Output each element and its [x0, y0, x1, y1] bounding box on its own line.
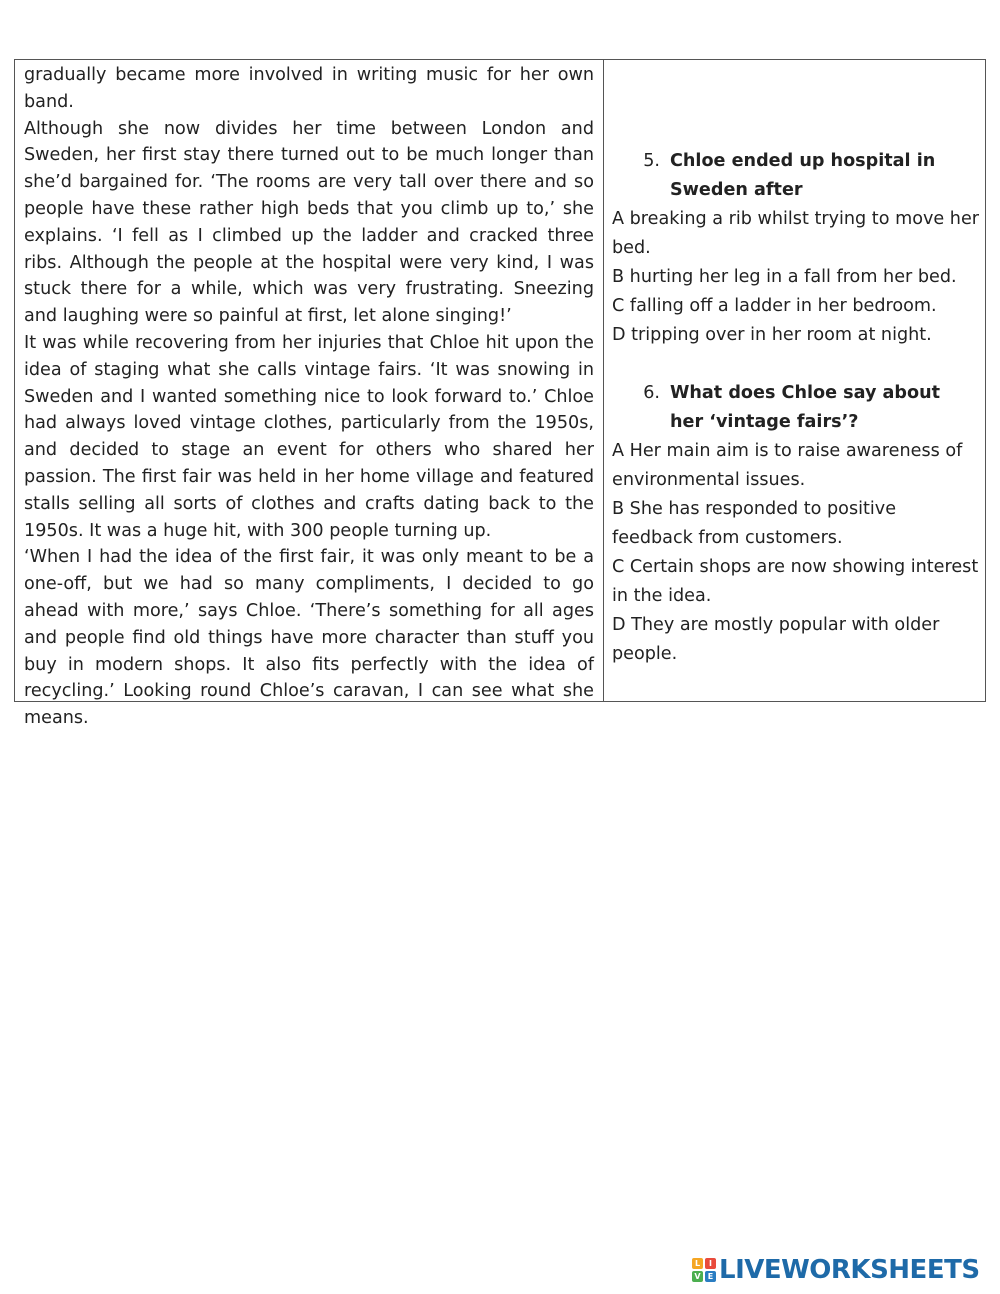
question-number: 5.: [643, 151, 660, 171]
question-text: Chloe ended up hospital in Sweden after: [670, 151, 936, 200]
answer-option-a[interactable]: A breaking a rib whilst trying to move her bed.: [612, 209, 980, 258]
question-number: 6.: [643, 383, 660, 403]
question-text: What does Chloe say about her ‘vintage fairs’?: [670, 383, 941, 432]
questions-column: [604, 60, 985, 701]
passage-paragraph: ‘When I had the idea of the first fair, it was only meant to be a one-off, but we had so many compliments, I decided to go ahead with more,’ says Chloe. ‘There’s something for all ages and people find old things have more character than stuff you buy in modern shops. It also fits perfectly with the idea of recycling.’ Looking round Chloe’s caravan, I can see what she means.: [24, 547, 594, 729]
answer-option-c[interactable]: C falling off a ladder in her bedroom.: [612, 296, 937, 316]
answer-option-a[interactable]: A Her main aim is to raise awareness of environmental issues.: [612, 441, 963, 490]
question-title: [612, 147, 979, 205]
worksheet-table: [14, 59, 986, 729]
answer-option-d[interactable]: D tripping over in her room at night.: [612, 325, 932, 345]
passage-paragraph: It was while recovering from her injuries that Chloe hit upon the idea of staging what she calls vintage fairs. ‘It was snowing in Sweden and I wanted something nice to look forward to.’ Chloe had always loved vintage clothes, particularly from the 1950s, and decided to stage an event for others who shared her passion. The first fair was held in her home village and featured stalls selling all sorts of clothes and crafts dating back to the 1950s. It was a huge hit, with 300 people turning up.: [24, 332, 594, 541]
reading-passage: [15, 60, 604, 729]
brand-name: LIVEWORKSHEETS: [719, 1255, 980, 1285]
spacer: [612, 350, 979, 379]
answer-option-d[interactable]: D They are mostly popular with older people.: [612, 615, 940, 664]
logo-tile: L: [692, 1258, 703, 1269]
logo-tile: E: [705, 1271, 716, 1282]
liveworksheets-logo-icon: [692, 1258, 716, 1282]
question-5: [612, 147, 979, 350]
logo-tile: V: [692, 1271, 703, 1282]
answer-option-c[interactable]: C Certain shops are now showing interest in the idea.: [612, 557, 979, 606]
question-6: [612, 379, 979, 669]
liveworksheets-logo: [692, 1255, 980, 1285]
answer-option-b[interactable]: B She has responded to positive feedback from customers.: [612, 499, 897, 548]
question-title: [612, 379, 979, 437]
passage-paragraph: Although she now divides her time between London and Sweden, her first stay there turned out to be much longer than she’d bargained for. ‘The rooms are very tall over there and so people have these rather high beds that you climb up to,’ she explains. ‘I fell as I climbed up the ladder and cracked three ribs. Although the people at the hospital were very kind, I was stuck there for a while, which was very frustrating. Sneezing and laughing were so painful at first, let alone singing!’: [24, 118, 594, 327]
logo-tile: I: [705, 1258, 716, 1269]
passage-paragraph: gradually became more involved in writing music for her own band.: [24, 65, 594, 112]
answer-option-b[interactable]: B hurting her leg in a fall from her bed.: [612, 267, 957, 287]
